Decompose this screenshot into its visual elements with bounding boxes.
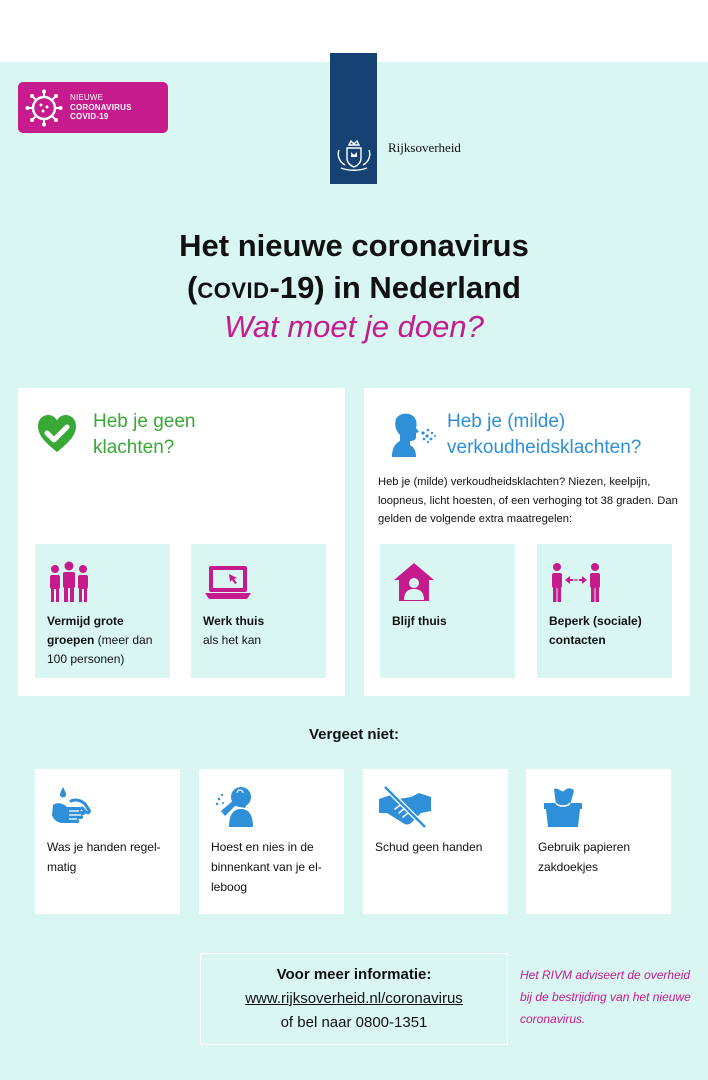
- card-wash-hands-label: Was je handen regel-matig: [47, 840, 161, 874]
- no-handshake-icon: [377, 785, 433, 829]
- laptop-icon: [203, 560, 253, 604]
- no-symptoms-heading: [93, 409, 195, 461]
- more-info-heading: Voor meer informatie:: [276, 966, 432, 983]
- card-wash-hands: [35, 769, 180, 914]
- mild-symptoms-heading: [447, 409, 641, 461]
- tile-limit-contacts-label: [549, 612, 666, 650]
- tissue-box-icon: [540, 785, 586, 829]
- card-no-handshake: [363, 769, 508, 914]
- tile-avoid-groups-bold: Vermijd grote groepen: [47, 614, 124, 647]
- mild-symptoms-heading-line2: verkoudheidsklachten?: [447, 437, 642, 458]
- badge-line3: COVID-19: [70, 112, 109, 122]
- more-info-link[interactable]: www.rijksoverheid.nl/coronavirus: [245, 990, 463, 1007]
- tile-avoid-groups-rest: (meer dan 100 personen): [47, 633, 153, 666]
- card-cough-elbow-label: Hoest en nies in de binnenkant van je el-leboog: [211, 840, 322, 894]
- no-symptoms-heading-line1: Heb je geen: [93, 411, 196, 432]
- crest-icon: [333, 136, 375, 172]
- more-info-box: [200, 953, 508, 1045]
- page-subtitle: Wat moet je doen?: [224, 309, 484, 344]
- page-title: [0, 225, 708, 312]
- sneeze-icon: [386, 411, 438, 459]
- badge-line1: NIEUWE: [70, 93, 104, 103]
- card-no-handshake-label: Schud geen handen: [375, 840, 483, 854]
- badge-line2: CORONAVIRUS: [70, 102, 132, 112]
- covid-badge: [18, 82, 168, 133]
- title-line1: Het nieuwe coronavirus: [179, 228, 529, 263]
- tile-limit-contacts-bold: Beperk (sociale) contacten: [549, 614, 642, 647]
- title-covid: COVID: [197, 278, 270, 303]
- tile-work-home: [191, 544, 326, 678]
- tile-work-home-rest: als het kan: [203, 633, 262, 647]
- tile-avoid-groups: [35, 544, 170, 678]
- house-icon: [392, 560, 436, 604]
- cough-elbow-icon: [213, 785, 259, 829]
- reminder-heading: Vergeet niet:: [308, 726, 400, 743]
- mild-symptoms-intro: Heb je (milde) verkoudheidsklachten? Niezen, keelpijn, loopneus, licht hoesten, of een verhoging tot 38 graden. Dan gelden de volgende extra maatregelen:: [378, 476, 678, 525]
- rivm-note: Het RIVM adviseert de overheid bij de bestrijding van het nieuwe coronavirus.: [520, 968, 691, 1026]
- virus-icon: [24, 88, 64, 128]
- card-cough-elbow: [199, 769, 344, 914]
- no-symptoms-heading-line2: klachten?: [93, 437, 175, 458]
- title-line2: [0, 267, 708, 312]
- tile-work-home-label: [203, 612, 320, 650]
- tile-stay-home: [380, 544, 515, 678]
- tile-stay-home-bold: Blijf thuis: [392, 614, 447, 628]
- more-info-phone: of bel naar 0800-1351: [280, 1014, 428, 1031]
- tile-stay-home-label: [392, 612, 509, 631]
- handwash-icon: [49, 785, 93, 829]
- title-line2-rest: -19) in Nederland: [269, 270, 521, 305]
- group-icon: [47, 560, 91, 604]
- tile-work-home-bold: Werk thuis: [203, 614, 265, 628]
- title-paren: (: [186, 270, 198, 305]
- distance-icon: [549, 560, 603, 604]
- mild-symptoms-heading-line1: Heb je (milde): [447, 411, 566, 432]
- heart-check-icon: [36, 413, 78, 455]
- tile-avoid-groups-label: [47, 612, 164, 669]
- tile-limit-contacts: [537, 544, 672, 678]
- card-tissues: [526, 769, 671, 914]
- gov-name: Rijksoverheid: [388, 140, 461, 155]
- card-tissues-label: Gebruik papieren zakdoekjes: [538, 840, 631, 874]
